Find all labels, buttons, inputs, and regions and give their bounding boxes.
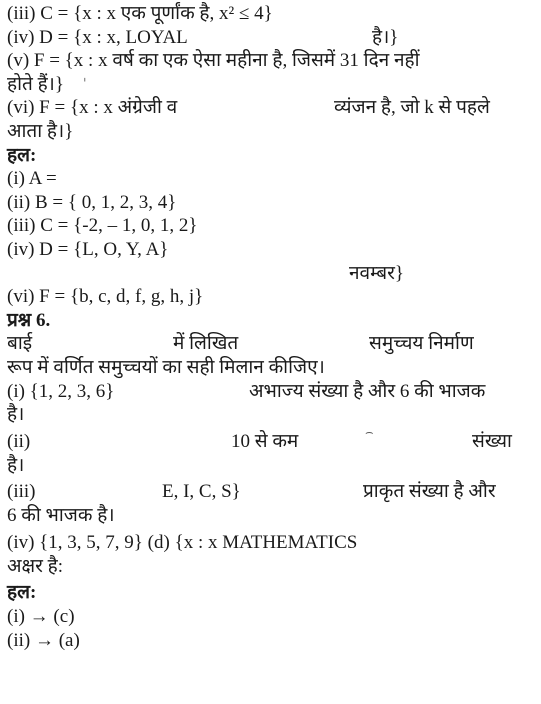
text-line <box>7 238 535 262</box>
line-text: व्यंजन है, जो k से पहले <box>334 97 490 119</box>
text-line <box>7 555 535 579</box>
line-text: (ii) B = { 0, 1, 2, 3, 4} <box>7 191 177 213</box>
solution-heading: हल: <box>7 582 37 604</box>
text-line <box>7 578 535 605</box>
line-text: 10 से कम <box>231 430 299 452</box>
line-text: में लिखित <box>173 333 239 355</box>
text-line <box>7 285 535 309</box>
line-text: नवम्बर} <box>349 262 405 284</box>
text-line <box>7 309 535 333</box>
line-text: है। <box>7 454 25 476</box>
text-line <box>7 629 535 653</box>
line-text: (iv) D = {L, O, Y, A} <box>7 238 169 260</box>
line-text: (iv) D = {x : x, LOYAL <box>7 26 188 48</box>
text-line <box>7 26 535 50</box>
text-line <box>7 49 535 73</box>
text-line <box>7 262 535 286</box>
text-line <box>7 144 535 168</box>
line-text: E, I, C, S} <box>162 481 241 503</box>
line-text: संख्या <box>472 430 512 452</box>
line-text: (i) → (c) <box>7 606 75 628</box>
line-text: आता है।} <box>7 120 74 142</box>
text-line <box>7 73 535 97</box>
line-text: है।} <box>372 26 399 48</box>
text-line <box>7 380 535 404</box>
line-text: (ii) <box>7 430 31 452</box>
line-text: समुच्चय निर्माण <box>369 333 474 355</box>
line-text: (vi) F = {x : x अंग्रेजी व <box>7 97 178 119</box>
text-line <box>7 504 535 528</box>
text-line <box>7 424 535 454</box>
text-line <box>7 167 535 191</box>
line-text: (i) {1, 2, 3, 6} <box>7 380 115 402</box>
line-text: अक्षर है: <box>7 555 64 577</box>
line-text: रूप में वर्णित समुच्चयों का सही मिलान कीजिए। <box>7 356 325 378</box>
line-text: (ii) → (a) <box>7 630 80 652</box>
stray-mark-icon: ⌢ <box>365 424 374 440</box>
line-text: (iii) <box>7 481 36 503</box>
stray-mark-icon: ˈ <box>83 76 87 92</box>
line-text: है। <box>7 404 25 426</box>
text-line <box>7 214 535 238</box>
line-text: होते हैं।} <box>7 73 64 95</box>
text-line <box>7 96 535 120</box>
line-text: (iv) {1, 3, 5, 7, 9} (d) {x : x MATHEMATICS <box>7 531 358 553</box>
line-text: प्राकृत संख्या है और <box>363 481 496 503</box>
text-line <box>7 454 535 478</box>
text-line <box>7 120 535 144</box>
line-text: (iii) C = {x : x एक पूर्णांक है, x² ≤ 4} <box>7 3 273 24</box>
text-line <box>7 332 535 356</box>
line-text: (vi) F = {b, c, d, f, g, h, j} <box>7 286 204 308</box>
line-text: (iii) C = {-2, – 1, 0, 1, 2} <box>7 215 198 237</box>
line-text: (v) F = {x : x वर्ष का एक ऐसा महीना है, जिसमें 31 दिन नहीं <box>7 50 420 72</box>
text-line <box>7 356 535 380</box>
line-text: बाई <box>7 333 33 355</box>
question-heading: प्रश्न 6. <box>7 309 51 331</box>
text-line <box>7 477 535 504</box>
text-line <box>7 605 535 629</box>
text-line <box>7 403 535 427</box>
line-text: अभाज्य संख्या है और 6 की भाजक <box>249 380 486 402</box>
text-line <box>7 528 535 555</box>
line-text: 6 की भाजक है। <box>7 505 115 527</box>
text-line <box>7 191 535 215</box>
line-text: (i) A = <box>7 168 57 190</box>
solution-heading: हल: <box>7 144 37 166</box>
text-line <box>7 2 535 26</box>
